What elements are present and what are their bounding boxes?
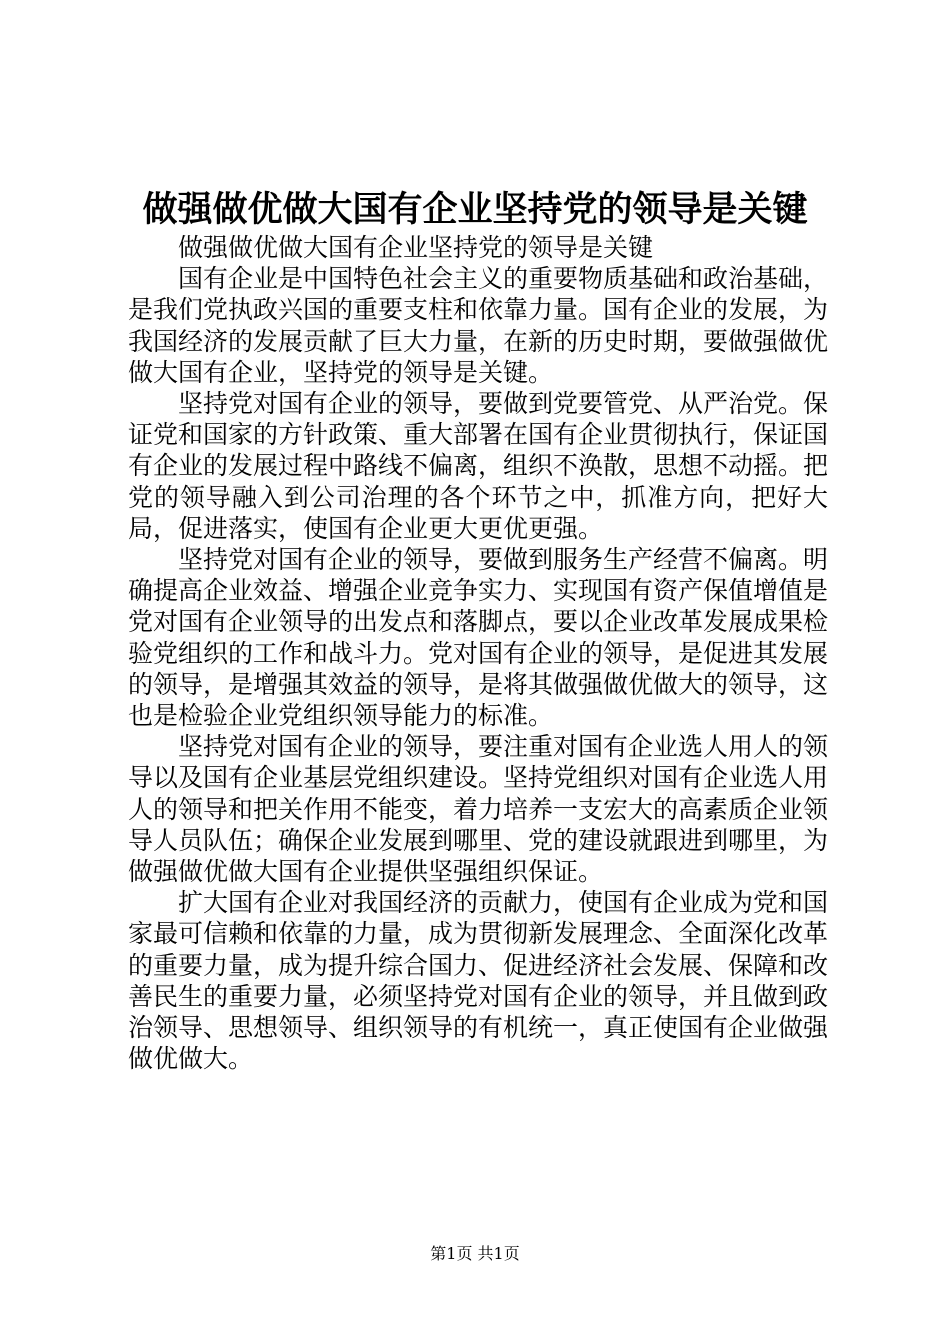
paragraph-subtitle: 做强做优做大国有企业坚持党的领导是关键 xyxy=(178,233,654,262)
paragraph-5: 扩大国有企业对我国经济的贡献力，使国有企业成为党和国家最可信赖和依靠的力量，成为贯彻新发展理念、全面深化改革的重要力量，成为提升综合国力、促进经济社会发展、保障和改善民生的重要力量，必须坚持党对国有企业的领导，并且做到政治领导、思想领导、组织领导的有机统一，真正使国有企业做强做优做大。 xyxy=(128,888,829,1074)
document-body xyxy=(128,232,828,1074)
paragraph-2: 坚持党对国有企业的领导，要做到党要管党、从严治党。保证党和国家的方针政策、重大部署在国有企业贯彻执行，保证国有企业的发展过程中路线不偏离，组织不涣散，思想不动摇。把党的领导融入到公司治理的各个环节之中，抓准方向，把好大局，促进落实，使国有企业更大更优更强。 xyxy=(128,389,829,543)
paragraph-3: 坚持党对国有企业的领导，要做到服务生产经营不偏离。明确提高企业效益、增强企业竞争实力、实现国有资产保值增值是党对国有企业领导的出发点和落脚点，要以企业改革发展成果检验党组织的工作和战斗力。党对国有企业的领导，是促进其发展的领导，是增强其效益的领导，是将其做强做优做大的领导，这也是检验企业党组织领导能力的标准。 xyxy=(128,545,829,731)
page-footer: 第1页 共1页 xyxy=(430,1244,520,1263)
document-title: 做强做优做大国有企业坚持党的领导是关键 xyxy=(142,189,808,230)
paragraph-1: 国有企业是中国特色社会主义的重要物质基础和政治基础，是我们党执政兴国的重要支柱和依靠力量。国有企业的发展，为我国经济的发展贡献了巨大力量，在新的历史时期，要做强做优做大国有企业，坚持党的领导是关键。 xyxy=(128,264,829,387)
paragraph-4: 坚持党对国有企业的领导，要注重对国有企业选人用人的领导以及国有企业基层党组织建设。坚持党组织对国有企业选人用人的领导和把关作用不能变，着力培养一支宏大的高素质企业领导人员队伍；确保企业发展到哪里、党的建设就跟进到哪里，为做强做优做大国有企业提供坚强组织保证。 xyxy=(128,732,829,887)
